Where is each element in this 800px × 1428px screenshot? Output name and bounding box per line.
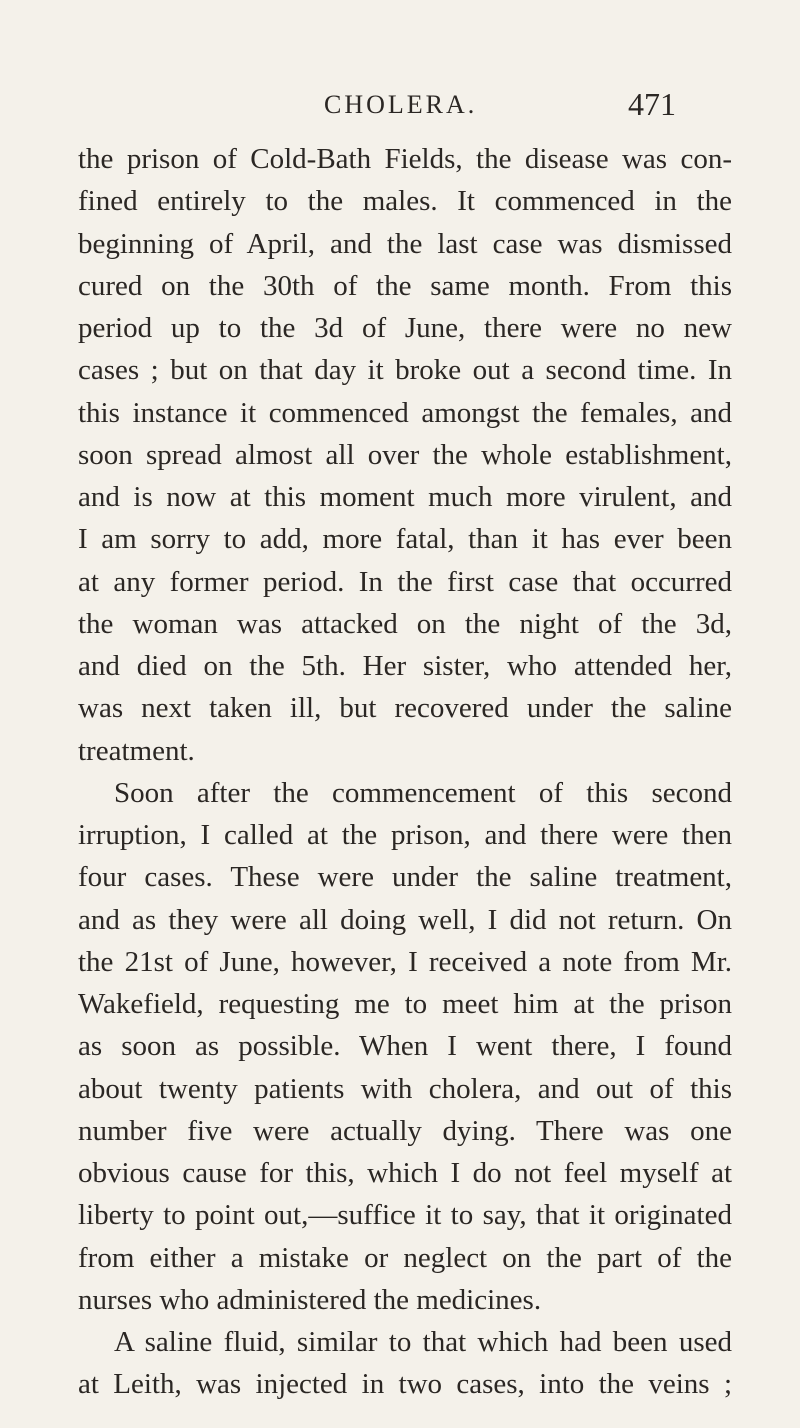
text-line: four cases. These were under the saline treatment, — [78, 861, 732, 894]
text-line: period up to the 3d of June, there were no new — [78, 312, 732, 344]
text-line: this instance it commenced amongst the females, and — [78, 396, 732, 429]
text-line: and as they were all doing well, I did not return. On — [78, 903, 732, 936]
text-line: the 21st of June, however, I received a note from Mr. — [78, 945, 732, 978]
text-line: at Leith, was injected in two cases, into the veins ; — [78, 1368, 732, 1401]
text-line: obvious cause for this, which I do not feel myself at — [78, 1157, 732, 1189]
text-line: Wakefield, requesting me to meet him at the prison — [78, 988, 732, 1020]
page-header — [0, 86, 800, 130]
text-line: the prison of Cold-Bath Fields, the disease was con- — [78, 143, 732, 175]
text-line: from either a mistake or neglect on the part of the — [78, 1241, 732, 1274]
text-line: number five were actually dying. There was one — [78, 1114, 732, 1147]
text-line: the woman was attacked on the night of the 3d, — [78, 607, 732, 640]
text-line: fined entirely to the males. It commenced in the — [78, 185, 732, 218]
paragraph-end-line: nurses who administered the medicines. — [78, 1283, 542, 1316]
text-line: and died on the 5th. Her sister, who attended her, — [78, 650, 732, 682]
text-line: I am sorry to add, more fatal, than it has ever been — [78, 523, 732, 556]
text-line: as soon as possible. When I went there, I found — [78, 1030, 732, 1063]
text-line: beginning of April, and the last case was dismissed — [78, 227, 732, 260]
text-line: liberty to point out,—suffice it to say, that it originated — [78, 1199, 732, 1232]
text-line: about twenty patients with cholera, and out of this — [78, 1072, 732, 1105]
paragraph-start-line: Soon after the commencement of this second — [114, 776, 732, 809]
text-line: cured on the 30th of the same month. From this — [78, 269, 732, 302]
text-line: and is now at this moment much more virulent, and — [78, 481, 732, 513]
running-head: CHOLERA. — [324, 90, 478, 119]
text-line: was next taken ill, but recovered under the saline — [78, 692, 732, 725]
paragraph-end-line: treatment. — [78, 734, 195, 767]
paragraph-start-line: A saline fluid, similar to that which had been used — [114, 1326, 732, 1358]
text-line: irruption, I called at the prison, and there were then — [78, 819, 732, 851]
text-line: at any former period. In the first case that occurred — [78, 565, 732, 598]
text-line: soon spread almost all over the whole establishment, — [78, 438, 732, 471]
page-number: 471 — [628, 86, 676, 122]
body-text — [78, 138, 732, 1406]
text-line: cases ; but on that day it broke out a second time. In — [78, 354, 732, 387]
